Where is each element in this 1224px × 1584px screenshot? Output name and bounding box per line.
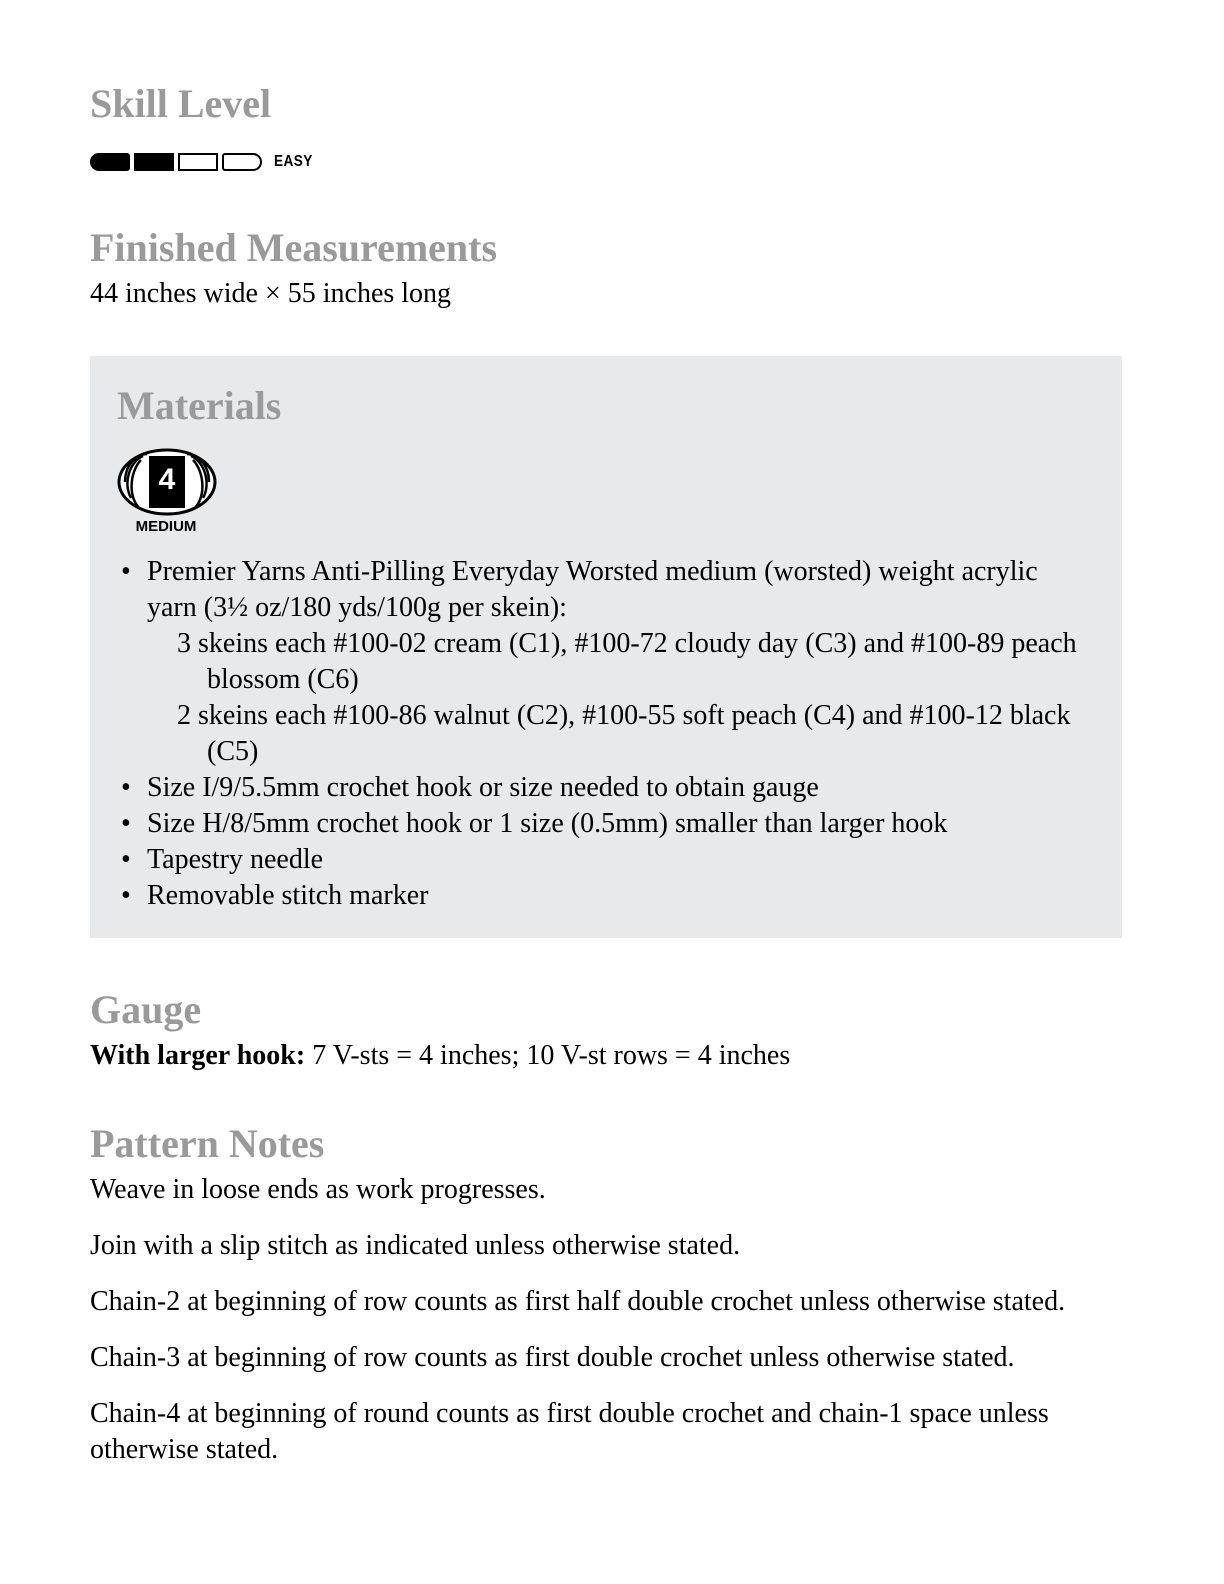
list-item — [117, 770, 1094, 806]
gauge-heading: Gauge — [90, 987, 202, 1032]
list-item-text: Size H/8/5mm crochet hook or 1 size (0.5mm) smaller than larger hook — [147, 808, 948, 839]
skill-box-filled — [134, 153, 174, 171]
gauge-text — [90, 1038, 1130, 1074]
finished-measurements-text: 44 inches wide × 55 inches long — [90, 278, 452, 309]
list-item — [117, 842, 1094, 878]
pattern-note: Weave in loose ends as work progresses. — [90, 1174, 546, 1205]
skill-level-meter — [90, 148, 1130, 176]
skill-level-heading: Skill Level — [90, 81, 272, 126]
yarn-weight-label: MEDIUM — [135, 518, 197, 535]
yarn-weight-number: 4 — [158, 463, 176, 496]
bullet-icon: • — [121, 844, 131, 875]
pattern-page — [90, 80, 1130, 1488]
list-item-text: Premier Yarns Anti-Pilling Everyday Worsted medium (worsted) weight acrylic yarn (3½ oz/180 yds/100g per skein): — [147, 556, 1038, 623]
pattern-notes-heading: Pattern Notes — [90, 1121, 325, 1166]
yarn-weight-icon — [117, 448, 217, 540]
sub-list-item: 2 skeins each #100-86 walnut (C2), #100-55 soft peach (C4) and #100-12 black (C5) — [177, 700, 1071, 767]
pattern-note: Chain-2 at beginning of row counts as first half double crochet unless otherwise stated. — [90, 1286, 1066, 1317]
list-item-text: Size I/9/5.5mm crochet hook or size needed to obtain gauge — [147, 772, 819, 803]
pattern-note: Chain-4 at beginning of round counts as first double crochet and chain-1 space unless otherwise stated. — [90, 1398, 1049, 1465]
list-item — [117, 878, 1094, 914]
finished-measurements-heading: Finished Measurements — [90, 225, 498, 270]
list-item-text: Tapestry needle — [147, 844, 324, 875]
list-item — [117, 554, 1094, 770]
skill-box-filled — [90, 153, 130, 171]
pattern-notes-list — [90, 1172, 1130, 1468]
skill-box-empty — [222, 153, 262, 171]
bullet-icon: • — [121, 556, 131, 587]
materials-panel — [90, 356, 1122, 938]
skill-level-label: EASY — [274, 153, 313, 170]
bullet-icon: • — [121, 808, 131, 839]
pattern-note: Join with a slip stitch as indicated unless otherwise stated. — [90, 1230, 741, 1261]
list-item — [117, 806, 1094, 842]
materials-heading: Materials — [117, 383, 282, 428]
bullet-icon: • — [121, 772, 131, 803]
pattern-note: Chain-3 at beginning of row counts as first double crochet unless otherwise stated. — [90, 1342, 1015, 1373]
list-item-text: Removable stitch marker — [147, 880, 429, 911]
skill-box-empty — [178, 153, 218, 171]
gauge-detail: 7 V-sts = 4 inches; 10 V-st rows = 4 inches — [305, 1040, 791, 1071]
materials-list — [117, 554, 1094, 914]
gauge-bold-lead: With larger hook: — [90, 1040, 306, 1071]
sub-list-item: 3 skeins each #100-02 cream (C1), #100-72 cloudy day (C3) and #100-89 peach blossom (C6) — [177, 628, 1077, 695]
bullet-icon: • — [121, 880, 131, 911]
